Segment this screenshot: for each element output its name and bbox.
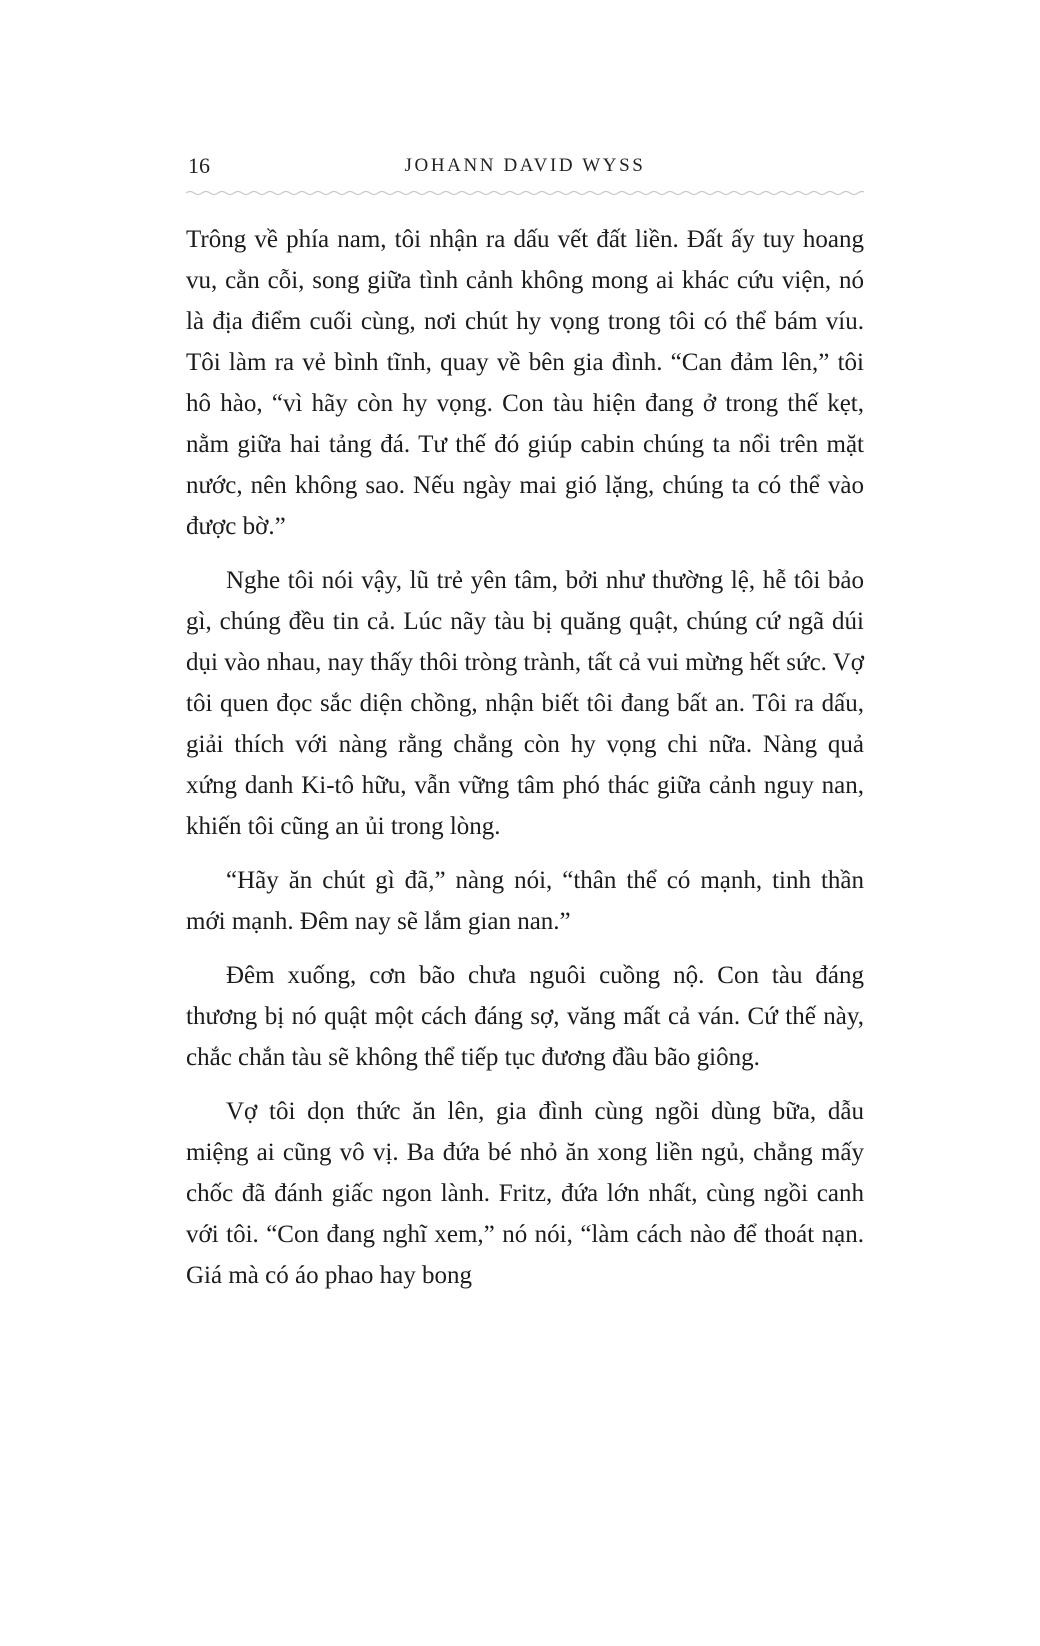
paragraph: Trông về phía nam, tôi nhận ra dấu vết đất liền. Đất ấy tuy hoang vu, cằn cỗi, song giữa tình cảnh không mong ai khác cứu viện, nó là địa điểm cuối cùng, nơi chút hy vọng trong tôi có thể bám víu. Tôi làm ra vẻ bình tĩnh, quay về bên gia đình. “Can đảm lên,” tôi hô hào, “vì hãy còn hy vọng. Con tàu hiện đang ở trong thế kẹt, nằm giữa hai tảng đá. Tư thế đó giúp cabin chúng ta nổi trên mặt nước, nên không sao. Nếu ngày mai gió lặng, chúng ta có thể vào được bờ.” (186, 226, 864, 540)
paragraph: “Hãy ăn chút gì đã,” nàng nói, “thân thể có mạnh, tinh thần mới mạnh. Đêm nay sẽ lắm gian nan.” (186, 867, 864, 935)
paragraph: Nghe tôi nói vậy, lũ trẻ yên tâm, bởi như thường lệ, hễ tôi bảo gì, chúng đều tin cả. Lúc nãy tàu bị quăng quật, chúng cứ ngã dúi dụi vào nhau, nay thấy thôi tròng trành, tất cả vui mừng hết sức. Vợ tôi quen đọc sắc diện chồng, nhận biết tôi đang bất an. Tôi ra dấu, giải thích với nàng rằng chẳng còn hy vọng chi nữa. Nàng quả xứng danh Ki-tô hữu, vẫn vững tâm phó thác giữa cảnh nguy nan, khiến tôi cũng an ủi trong lòng. (186, 567, 864, 840)
page-number: 16 (188, 153, 210, 178)
page-body (186, 219, 864, 1296)
page-header (186, 150, 864, 182)
paragraph: Vợ tôi dọn thức ăn lên, gia đình cùng ngồi dùng bữa, dẫu miệng ai cũng vô vị. Ba đứa bé nhỏ ăn xong liền ngủ, chẳng mấy chốc đã đánh giấc ngon lành. Fritz, đứa lớn nhất, cùng ngồi canh với tôi. “Con đang nghĩ xem,” nó nói, “làm cách nào để thoát nạn. Giá mà có áo phao hay bong (186, 1098, 864, 1289)
paragraph: Đêm xuống, cơn bão chưa nguôi cuồng nộ. Con tàu đáng thương bị nó quật một cách đáng sợ, văng mất cả ván. Cứ thế này, chắc chắn tàu sẽ không thể tiếp tục đương đầu bão giông. (186, 962, 864, 1071)
running-title: JOHANN DAVID WYSS (404, 155, 646, 176)
page-content (186, 150, 864, 1296)
header-divider (186, 188, 864, 197)
header-divider-path (186, 192, 864, 195)
